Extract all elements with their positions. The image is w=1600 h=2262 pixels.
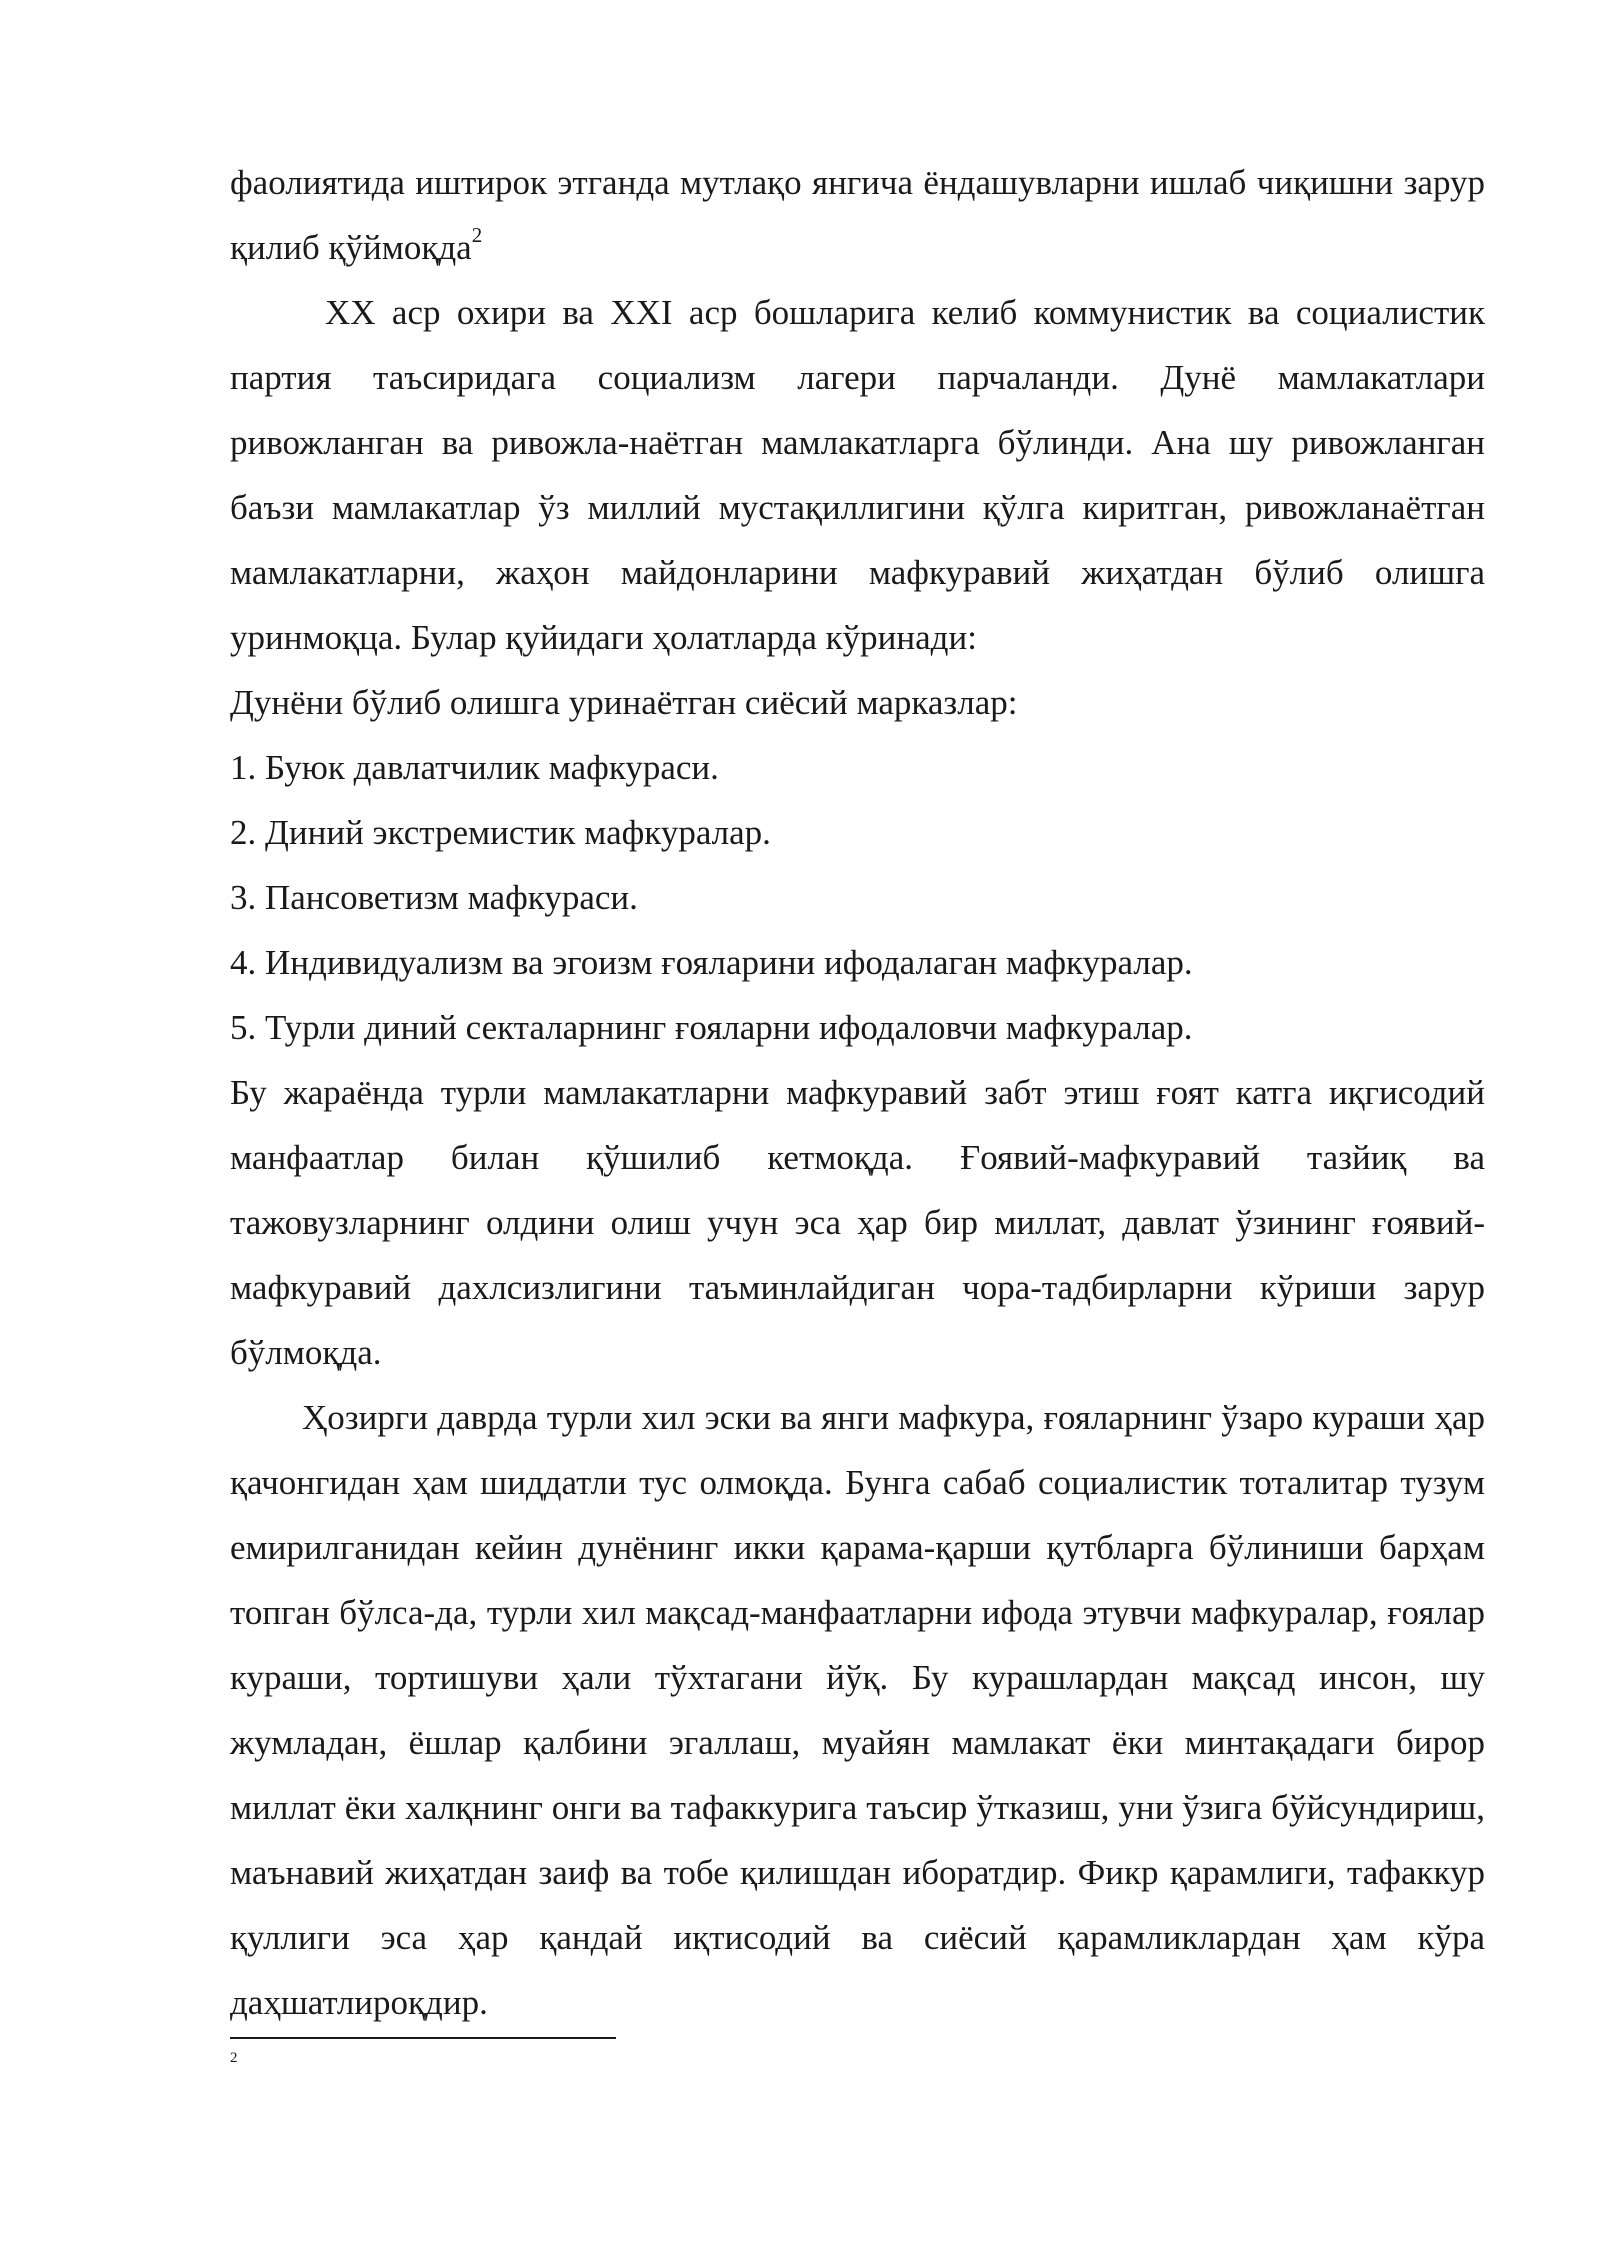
- paragraph-5: Ҳозирги даврда турли хил эски ва янги мафкура, ғояларнинг ўзаро кураши ҳар қачонгидан ҳам шиддатли тус олмоқда. Бунга сабаб социалистик тоталитар тузум емирилганидан кейин дунёнинг икки қарама-қарши қутбларга бўлиниши барҳам топган бўлса-да, турли хил мақсад-манфаатларни ифода этувчи мафкуралар, ғоялар кураши, тортишуви ҳали тўхтагани йўқ. Бу курашлардан мақсад инсон, шу жумладан, ёшлар қалбини эгаллаш, муайян мамлакат ёки минтақадаги бирор миллат ёки халқнинг онги ва тафаккурига таъсир ўтказиш, уни ўзига бўйсундириш, маънавий жиҳатдан заиф ва тобе қилишдан иборатдир. Фикр қарамлиги, тафаккур қуллиги эса ҳар қандай иқтисодий ва сиёсий қарамликлардан ҳам кўра даҳшатлироқдир.: [230, 1398, 1485, 2022]
- list-item-3: 3. Пансоветизм мафкураси.: [230, 878, 638, 917]
- paragraph-4: Бу жараёнда турли мамлакатларни мафкуравий забт этиш ғоят катга иқгисодий манфаатлар билан қўшилиб кетмоқда. Ғоявий-мафкуравий тазйиқ ва тажовузларнинг олдини олиш учун эса ҳар бир миллат, давлат ўзининг ғоявий-мафкуравий дахлсизлигини таъминлайдиган чора-тадбирларни кўриши зарур бўлмоқда.: [230, 1073, 1485, 1372]
- list-item-1: 1. Буюк давлатчилик мафкураси.: [230, 748, 719, 787]
- footnote-mark: 2: [230, 2050, 238, 2066]
- list-item-5: 5. Турли диний секталарнинг ғояларни ифодаловчи мафкуралар.: [230, 1008, 1193, 1047]
- list-intro: Дунёни бўлиб олишга уринаётган сиёсий марказлар:: [230, 683, 1018, 722]
- paragraph-1: [230, 150, 1485, 280]
- list-item-2: 2. Диний экстремистик мафкуралар.: [230, 813, 771, 852]
- footnote-separator: [230, 2037, 616, 2039]
- footnote-reference[interactable]: 2: [471, 223, 483, 248]
- list-item-4: 4. Индивидуализм ва эгоизм ғояларини ифодалаган мафкуралар.: [230, 943, 1193, 982]
- paragraph-2: XX аср охири ва XXI аср бошларига келиб коммунистик ва социалистик партия таъсиридага социализм лагери парчаланди. Дунё мамлакатлари ривожланган ва ривожла-наётган мамлакатларга бўлинди. Ана шу ривожланган баъзи мамлакатлар ўз миллий мустақиллигини қўлга киритган, ривожланаётган мамлакатларни, жаҳон майдонларини мафкуравий жиҳатдан бўлиб олишга уринмоқца. Булар қуйидаги ҳолатларда кўринади:: [230, 293, 1485, 657]
- document-page: [230, 150, 1485, 2035]
- paragraph-1-text: фаолиятида иштирок этганда мутлақо янгича ёндашувларни ишлаб чиқишни зарур қилиб қўймоқда: [230, 163, 1485, 267]
